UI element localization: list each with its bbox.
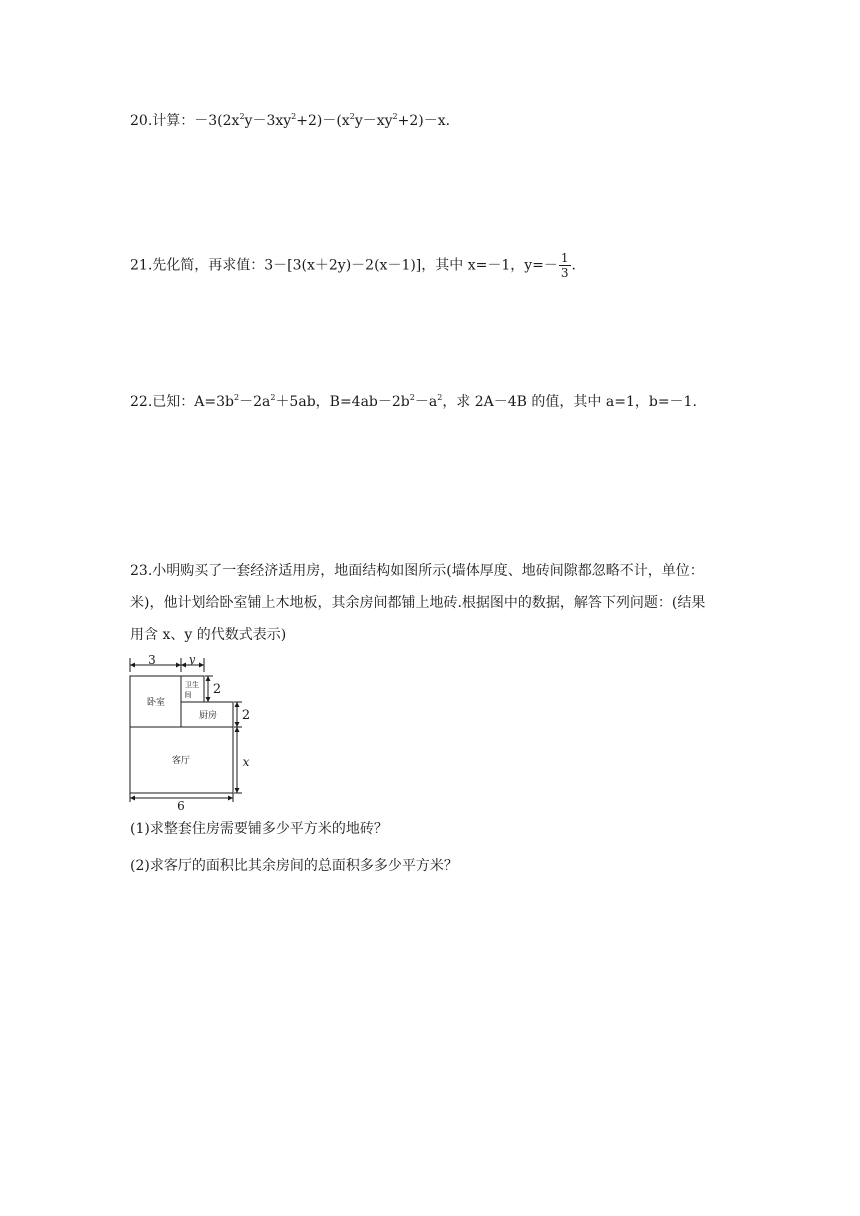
arrowhead — [176, 663, 181, 668]
kitchen-label: 厨房 — [198, 711, 218, 721]
bathroom-label-line1: 卫生 — [185, 681, 199, 689]
living-height-label: x — [242, 755, 250, 769]
question-22: 22.已知：$A=3b^2-2a^2+5ab$，$B=4ab-2b^2-a^2$，求 2A－4B 的值，其中 a=1，b=－1. — [130, 393, 697, 410]
question-23-part-2: (2)求客厅的面积比其余房间的总面积多多少平方米？ — [130, 858, 458, 874]
width-y-label: y — [188, 653, 196, 666]
kitchen-height-label: 2 — [241, 708, 251, 723]
question-23-part-1: (1)求整套住房需要铺多少平方米的地砖？ — [130, 821, 388, 837]
width-6-label: 6 — [177, 799, 185, 810]
arrowhead — [181, 663, 186, 668]
arrowhead — [235, 702, 240, 707]
bathroom-label-line2: 间 — [184, 691, 192, 699]
arrowhead — [130, 663, 135, 668]
bathroom-height-label: 2 — [212, 682, 222, 697]
floor-plan-figure — [120, 652, 260, 810]
arrowhead — [130, 796, 135, 801]
question-21: 21.先化简，再求值：3－[3(x＋2y)－2(x－1)]，其中 x=－1，y=－ $\frac{1}{3}$ . — [130, 251, 576, 280]
bedroom-label: 卧室 — [146, 698, 166, 708]
width-3-label: 3 — [148, 653, 156, 667]
arrowhead — [235, 727, 240, 732]
question-20: 20.计算：$-3(2x^2y-3xy^2+2)-(x^2y-xy^2+2)-x$. — [130, 112, 451, 129]
arrowhead — [206, 676, 211, 681]
arrowhead — [199, 663, 204, 668]
living-room-label: 客厅 — [171, 756, 191, 766]
fraction-one-third: $\frac{1}{3}$ — [560, 251, 569, 280]
arrowhead — [228, 796, 233, 801]
arrowhead — [206, 697, 211, 702]
question-23: 23.小明购买了一套经济适用房，地面结构如图所示(墙体厚度、地砖间隙都忽略不计，单位： 米)，他计划给卧室铺上木地板，其余房间都铺上地砖.根据图中的数据，解答下列问题：(结果 用含 x、y 的代数式表示) — [130, 563, 706, 643]
arrowhead — [235, 788, 240, 793]
arrowhead — [235, 722, 240, 727]
